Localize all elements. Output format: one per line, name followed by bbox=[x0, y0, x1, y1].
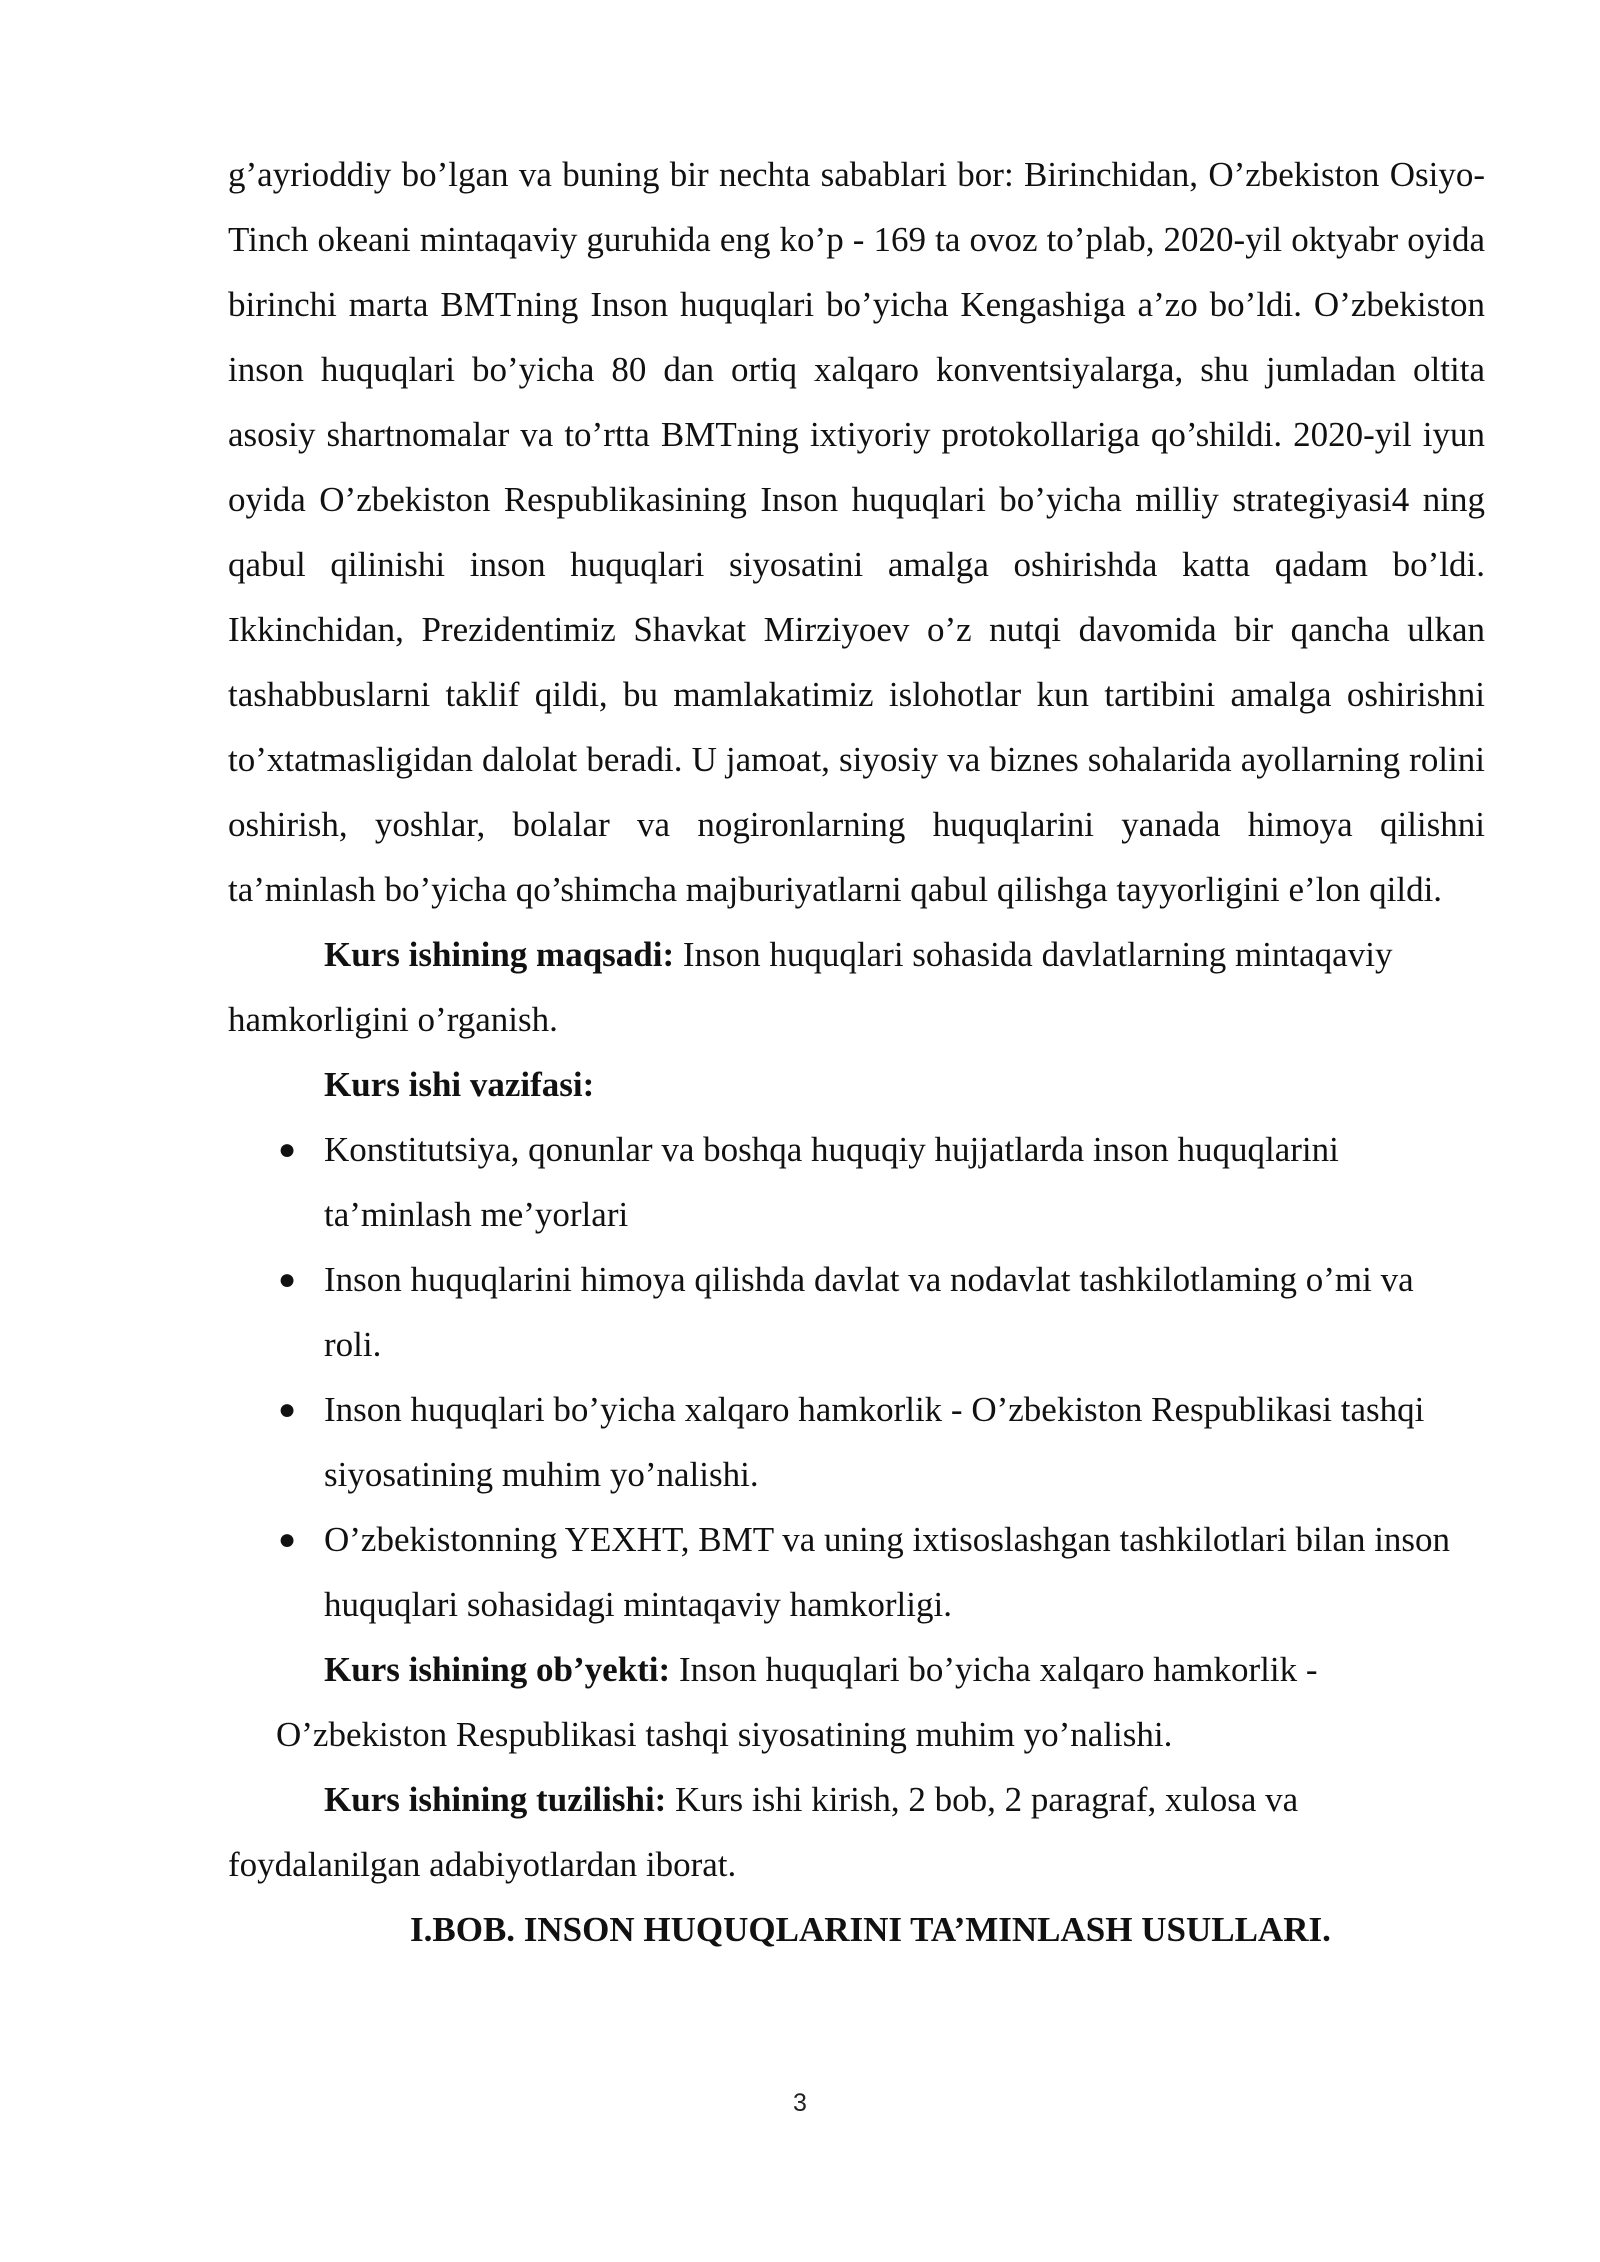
task-text: Inson huquqlarini himoya qilishda davlat va nodavlat tashkilotlaming o’mi va roli. bbox=[324, 1260, 1414, 1364]
bullet-icon: ● bbox=[277, 1263, 297, 1296]
bullet-icon: ● bbox=[277, 1133, 297, 1166]
intro-paragraph: g’ayrioddiy bo’lgan va buning bir nechta sabablari bor: Birinchidan, O’zbekiston Osiyo-Tinch okeani mintaqaviy guruhida eng ko’p - 169 ta ovoz to’plab, 2020-yil oktyabr oyida birinchi marta BMTning Inson huquqlari bo’yicha Kengashiga a’zo bo’ldi. O’zbekiston inson huquqlari bo’yicha 80 dan ortiq xalqaro konventsiyalarga, shu jumladan oltita asosiy shartnomalar va to’rtta BMTning ixtiyoriy protokollariga qo’shildi. 2020-yil iyun oyida O’zbekiston Respublikasining Inson huquqlari bo’yicha milliy strategiyasi4 ning qabul qilinishi inson huquqlari siyosatini amalga oshirishda katta qadam bo’ldi. Ikkinchidan, Prezidentimiz Shavkat Mirziyoev o’z nutqi davomida bir qancha ulkan tashabbuslarni taklif qildi, bu mamlakatimiz islohotlar kun tartibini amalga oshirishni to’xtatmasligidan dalolat beradi. U jamoat, siyosiy va biznes sohalarida ayollarning rolini oshirish, yoshlar, bolalar va nogironlarning huquqlarini yanada himoya qilishni ta’minlash bo’yicha qo’shimcha majburiyatlarni qabul qilishga tayyorligini e’lon qildi. bbox=[228, 155, 1485, 909]
task-text: Inson huquqlari bo’yicha xalqaro hamkorlik - O’zbekiston Respublikasi tashqi siyosatining muhim yo’nalishi. bbox=[324, 1390, 1425, 1494]
bullet-icon: ● bbox=[277, 1393, 297, 1426]
task-text: O’zbekistonning YEXHT, BMT va uning ixtisoslashgan tashkilotlari bilan inson huquqlari sohasidagi mintaqaviy hamkorligi. bbox=[324, 1520, 1451, 1624]
list-item bbox=[228, 1377, 1485, 1507]
object-label: Kurs ishining ob’yekti: bbox=[324, 1650, 671, 1689]
goal-text: Inson huquqlari sohasida davlatlarning mintaqaviy hamkorligini o’rganish. bbox=[228, 935, 1393, 1039]
page-content bbox=[228, 142, 1485, 1962]
structure-paragraph bbox=[228, 1767, 1485, 1897]
structure-text: Kurs ishi kirish, 2 bob, 2 paragraf, xulosa va foydalanilgan adabiyotlardan iborat. bbox=[228, 1780, 1299, 1884]
list-item bbox=[228, 1507, 1485, 1637]
structure-label: Kurs ishining tuzilishi: bbox=[324, 1780, 667, 1819]
object-paragraph bbox=[228, 1637, 1485, 1767]
chapter-title: I.BOB. INSON HUQUQLARINI TA’MINLASH USULLARI. bbox=[410, 1910, 1331, 1949]
tasks-list bbox=[228, 1117, 1485, 1637]
task-text: Konstitutsiya, qonunlar va boshqa huquqiy hujjatlarda inson huquqlarini ta’minlash me’yorlari bbox=[324, 1130, 1339, 1234]
list-item bbox=[228, 1247, 1485, 1377]
page-number: 3 bbox=[793, 2089, 807, 2117]
tasks-heading: Kurs ishi vazifasi: bbox=[324, 1065, 595, 1104]
goal-paragraph bbox=[228, 922, 1485, 1052]
goal-label: Kurs ishining maqsadi: bbox=[324, 935, 675, 974]
list-item bbox=[228, 1117, 1485, 1247]
object-text: Inson huquqlari bo’yicha xalqaro hamkorlik - O’zbekiston Respublikasi tashqi siyosatining muhim yo’nalishi. bbox=[276, 1650, 1318, 1754]
bullet-icon: ● bbox=[277, 1523, 297, 1556]
